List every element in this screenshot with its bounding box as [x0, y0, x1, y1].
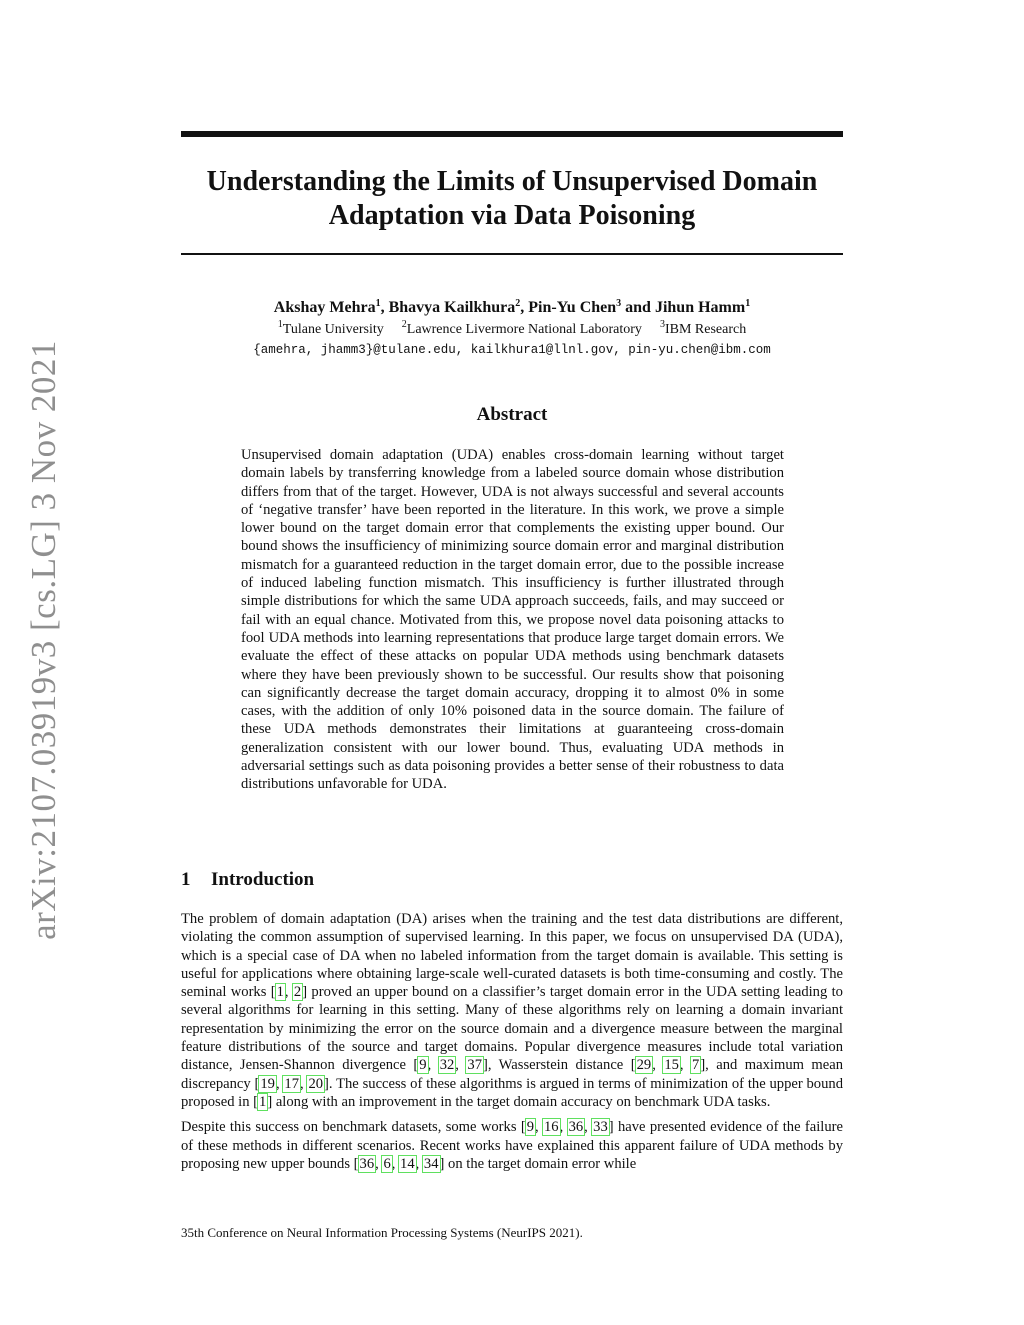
title-line-2: Adaptation via Data Poisoning [328, 200, 696, 231]
paragraph-text: ] on the target domain error while [439, 1155, 637, 1172]
title-bottom-rule [181, 253, 843, 255]
citation-link[interactable]: 7 [692, 1057, 700, 1074]
section-number: 1 [181, 869, 191, 890]
citation-link[interactable]: 34 [423, 1155, 439, 1172]
affiliation-mark: 1 [277, 319, 283, 330]
citation-link[interactable]: 37 [467, 1057, 482, 1074]
affiliation-mark: 2 [401, 319, 407, 330]
paragraph-text: ] proved an upper bound on a classifier’s target domain error in the UDA setting leading to several algorithms for learning in this setting. Many of these algorithms rely on learning a domain invariant representation by minimizing the error on the source domain and a divergence measure between the marginal feature distributions of the source and target domains. Popular divergence measures include total variation distance, Jensen-Shannon divergence [ [181, 984, 843, 1074]
author-affil-mark: 1 [745, 298, 751, 309]
citation-link[interactable]: 15 [664, 1057, 679, 1074]
paragraph-text: , [391, 1155, 400, 1172]
author-affil-mark: 1 [375, 298, 381, 309]
citation-link[interactable]: 32 [439, 1057, 455, 1074]
citation-link[interactable]: 2 [293, 984, 302, 1001]
affiliation-list [181, 320, 843, 340]
arxiv-stamp: arXiv:2107.03919v3 [cs.LG] 3 Nov 2021 [24, 340, 63, 940]
citation-link[interactable]: 1 [259, 1093, 267, 1110]
author-name: Pin-Yu Chen [528, 299, 617, 316]
paragraph-text: , [415, 1155, 423, 1172]
paragraph-text: , [559, 1119, 568, 1136]
paragraph-text: , [300, 1075, 308, 1092]
citation-link[interactable]: 9 [526, 1119, 535, 1136]
citation-link[interactable]: 6 [383, 1155, 391, 1172]
citation-link[interactable]: 36 [568, 1119, 584, 1136]
paragraph-text: , [455, 1057, 467, 1074]
paragraph-text: , [652, 1057, 664, 1074]
paragraph-text: ] along with an improvement in the target domain accuracy on benchmark UDA tasks. [267, 1093, 771, 1110]
citation-link[interactable]: 29 [636, 1057, 652, 1074]
author-separator: , [380, 299, 389, 316]
paragraph-text: , [679, 1057, 692, 1074]
paragraph-text: The problem of domain adaptation (DA) arises when the training and the test data distributions are different, violating the common assumption of supervised learning. In this paper, we focus on unsupervised DA (UDA), which is a special case of DA when no labeled information from the target domain is available. This setting is useful for applications where obtaining large-scale well-curated datasets is both time-consuming and costly. The seminal works [ [181, 911, 843, 1001]
paragraph-text: , [427, 1057, 439, 1074]
citation-link[interactable]: 14 [400, 1155, 415, 1172]
paragraph-text: ], Wasserstein distance [ [482, 1057, 636, 1074]
intro-paragraph-2 [181, 1118, 843, 1173]
paragraph-text: ], and maximum mean discrepancy [ [181, 1057, 844, 1092]
intro-paragraph-1 [181, 910, 843, 1111]
author-separator: and [621, 299, 655, 316]
citation-link[interactable]: 9 [419, 1057, 427, 1074]
paragraph-text: Despite this success on benchmark datasets, some works [ [181, 1119, 526, 1136]
title-top-rule [181, 131, 843, 137]
paragraph-text: , [284, 984, 293, 1001]
citation-link[interactable]: 1 [276, 984, 284, 1001]
affiliation-name: Tulane University [282, 322, 384, 337]
citation-link[interactable]: 16 [544, 1119, 559, 1136]
title-line-1: Understanding the Limits of Unsupervised Domain [206, 166, 818, 197]
paragraph-text: , [375, 1155, 383, 1172]
citation-link[interactable]: 17 [284, 1075, 299, 1092]
paragraph-text: ]. The success of these algorithms is argued in terms of minimization of the upper bound proposed in [ [181, 1075, 843, 1110]
citation-link[interactable]: 19 [260, 1075, 275, 1092]
citation-link[interactable]: 33 [593, 1119, 608, 1136]
affiliation-mark: 3 [659, 319, 665, 330]
introduction-body [181, 910, 843, 1180]
paragraph-text: , [535, 1119, 543, 1136]
paragraph-text: , [275, 1075, 284, 1092]
section-heading [181, 868, 314, 892]
paragraph-text: , [584, 1119, 593, 1136]
paper-title [181, 165, 843, 233]
author-affil-mark: 2 [515, 298, 521, 309]
author-affil-mark: 3 [616, 298, 622, 309]
affiliation-name: IBM Research [664, 322, 747, 337]
section-title: Introduction [211, 869, 315, 890]
abstract-heading: Abstract [476, 404, 548, 425]
author-name: Akshay Mehra [273, 299, 376, 316]
abstract-text: Unsupervised domain adaptation (UDA) enables cross-domain learning without target domain labels by transferring knowledge from a labeled source domain whose distribution differs from that of the target. However, UDA is not always successful and several accounts of ‘negative transfer’ have been reported in the literature. In this work, we prove a simple lower bound on the target domain error that complements the existing upper bound. Our bound shows the insufficiency of minimizing source domain error and marginal distribution mismatch for a guaranteed reduction in the target domain error, due to the possible increase of induced labeling function mismatch. This insufficiency is further illustrated through simple distributions for which the same UDA approach succeeds, fails, and may succeed or fail with an equal chance. Motivated from this, we propose novel data poisoning attacks to fool UDA methods into learning representations that produce large target domain errors. We evaluate the effect of these attacks on popular UDA methods using benchmark datasets where they have been previously shown to be successful. Our results show that poisoning can significantly decrease the target domain accuracy, dropping it to almost 0% in some cases, with the addition of only 10% poisoned data in the source domain. The failure of these UDA methods demonstrates their limitations at guaranteeing cross-domain generalization consistent with our lower bound. Thus, evaluating UDA methods in adversarial settings such as data poisoning provides a better sense of their robustness to data distributions unfavorable for UDA. [241, 447, 784, 793]
author-emails: {amehra, jhamm3}@tulane.edu, kailkhura1@llnl.gov, pin-yu.chen@ibm.com [253, 343, 771, 357]
paragraph-text: ] have presented evidence of the failure of these methods in different scenarios. Recent works have explained this apparent failure of UDA methods by proposing new upper bounds [ [181, 1119, 844, 1172]
author-name: Jihun Hamm [654, 299, 746, 316]
citation-link[interactable]: 36 [359, 1155, 375, 1172]
conference-footnote: 35th Conference on Neural Information Processing Systems (NeurIPS 2021). [181, 1225, 583, 1240]
author-list [181, 297, 843, 319]
author-separator: , [520, 299, 529, 316]
affiliation-name: Lawrence Livermore National Laboratory [406, 322, 642, 337]
citation-link[interactable]: 20 [308, 1075, 324, 1092]
author-name: Bhavya Kailkhura [388, 299, 516, 316]
